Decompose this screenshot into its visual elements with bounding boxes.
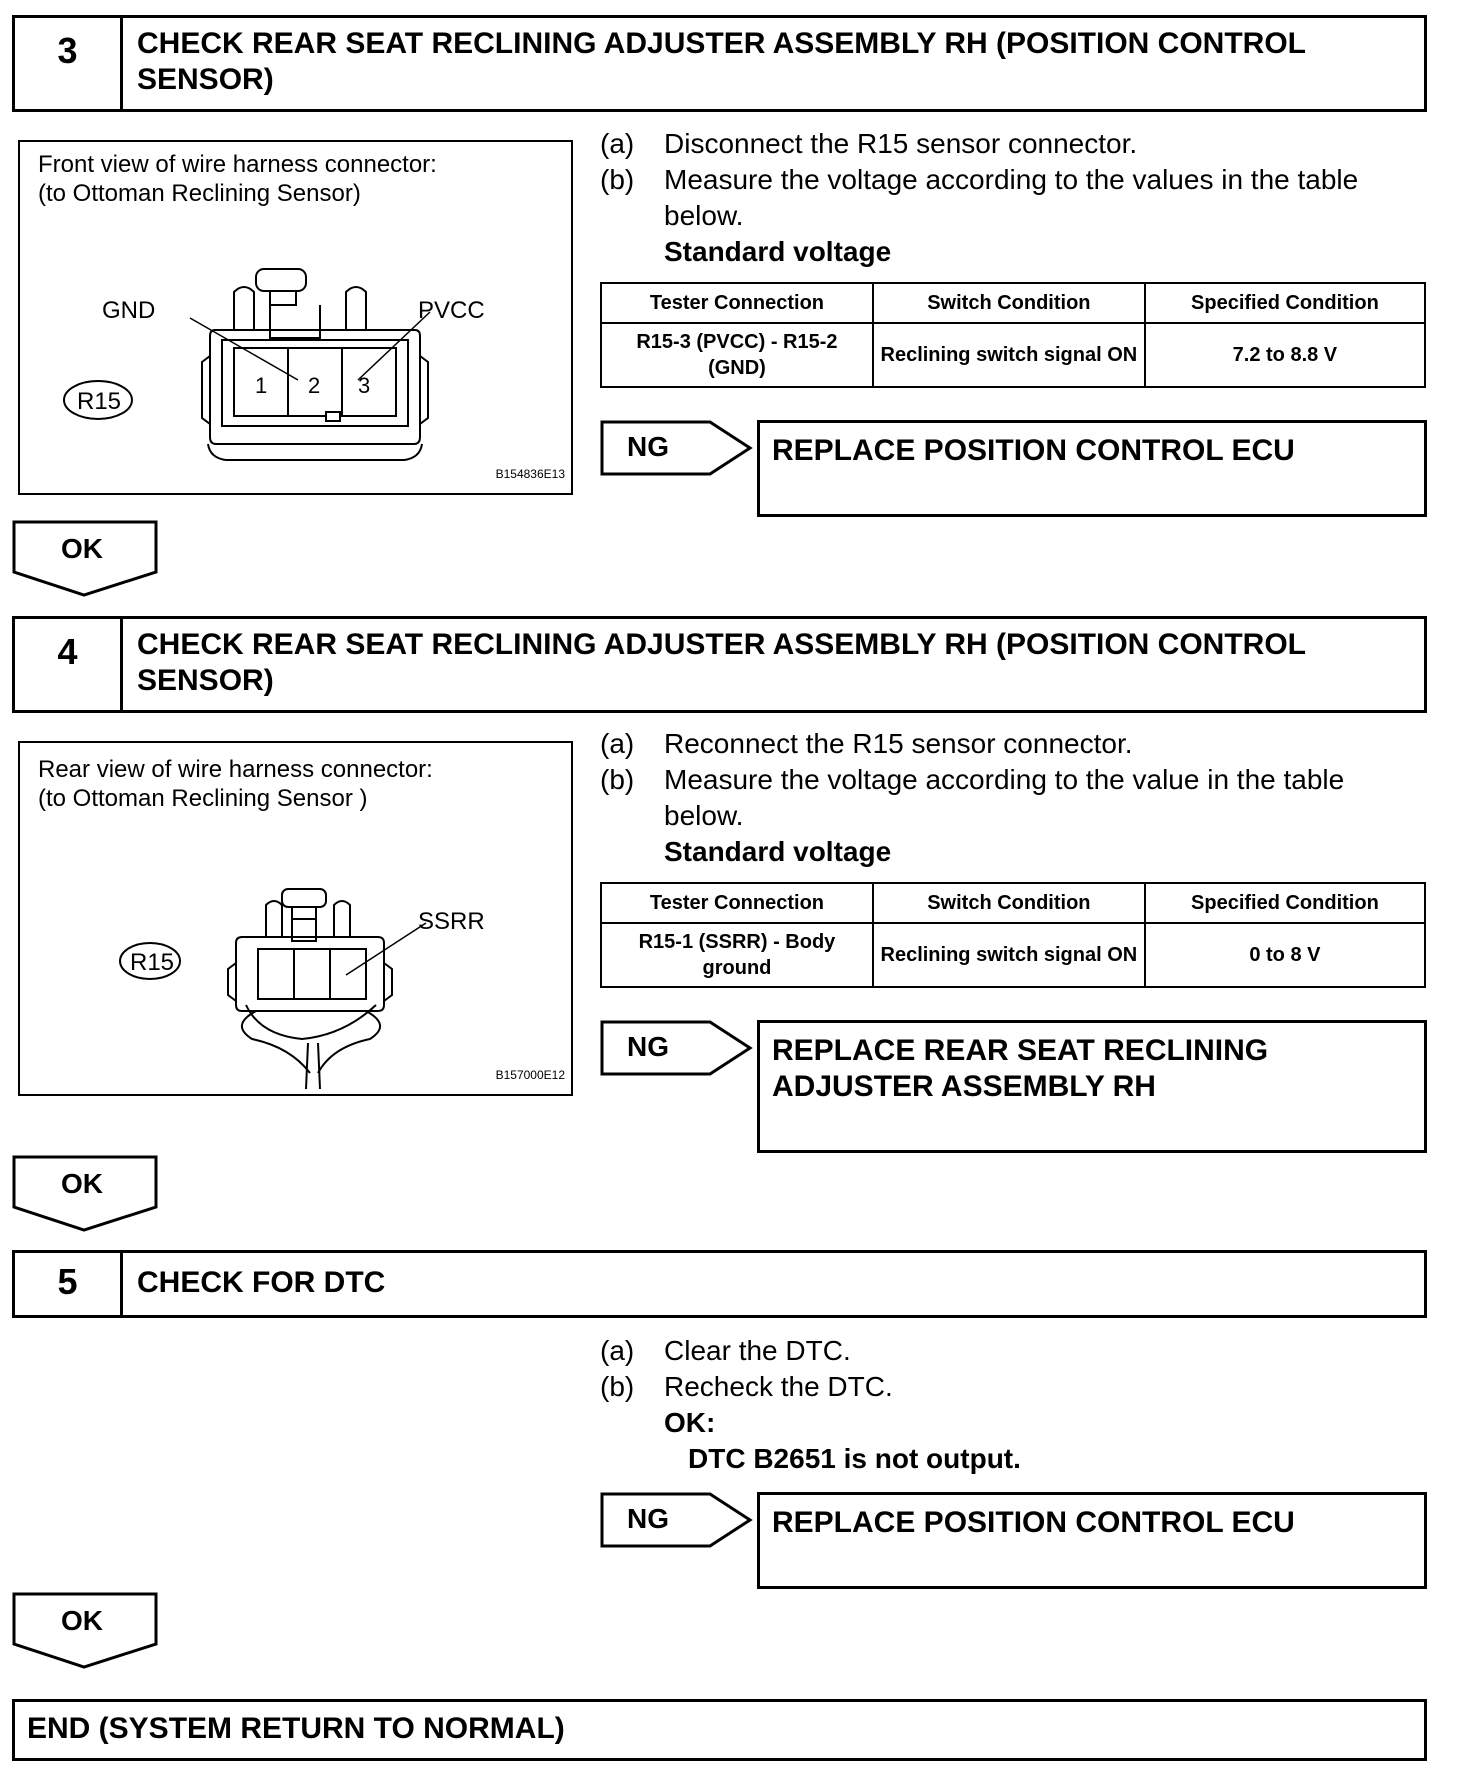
step5-ng-arrow xyxy=(600,1492,760,1552)
step5-instruction-b xyxy=(600,1369,1430,1477)
step4-connector-drawing xyxy=(20,743,571,1094)
step3-th-tester: Tester Connection xyxy=(601,283,873,323)
step3-connector-id: R15 xyxy=(77,388,122,415)
step4-ng-label: NG xyxy=(627,1031,669,1062)
step3-td-switch: Reclining switch signal ON xyxy=(873,323,1145,387)
table-row xyxy=(601,923,1425,987)
step3-label-pvcc: PVCC xyxy=(418,297,485,324)
step4-a-text: Reconnect the R15 sensor connector. xyxy=(664,728,1133,759)
step4-number: 4 xyxy=(15,619,123,710)
step4-instruction-b xyxy=(600,762,1430,870)
step3-pin1: 1 xyxy=(255,373,268,398)
step4-header xyxy=(12,616,1427,713)
step3-th-specified: Specified Condition xyxy=(1145,283,1425,323)
step5-number: 5 xyxy=(15,1253,123,1315)
step4-figure-code: B157000E12 xyxy=(495,1068,565,1082)
step5-b-label: (b) xyxy=(600,1371,635,1402)
step5-a-label: (a) xyxy=(600,1335,635,1366)
step3-b-text-line1: Measure the voltage according to the values in the table xyxy=(664,164,1359,195)
step3-standard-heading: Standard voltage xyxy=(664,236,892,267)
end-box: END (SYSTEM RETURN TO NORMAL) xyxy=(12,1699,1427,1761)
step3-pin3: 3 xyxy=(358,373,371,398)
step4-b-text-line1: Measure the voltage according to the value in the table xyxy=(664,764,1345,795)
step4-connector-id: R15 xyxy=(130,949,175,976)
step4-td-switch: Reclining switch signal ON xyxy=(873,923,1145,987)
step3-ok-label: OK xyxy=(61,533,103,564)
step4-title: CHECK REAR SEAT RECLINING ADJUSTER ASSEMBLY RH (POSITION CONTROL SENSOR) xyxy=(137,628,1306,697)
step3-caption-line2: (to Ottoman Reclining Sensor) xyxy=(38,180,361,207)
step3-connector-drawing xyxy=(20,142,571,493)
step3-header xyxy=(12,15,1427,112)
step3-a-text: Disconnect the R15 sensor connector. xyxy=(664,128,1138,159)
step5-b-text: Recheck the DTC. xyxy=(664,1371,893,1402)
step3-a-label: (a) xyxy=(600,128,635,159)
step4-th-tester: Tester Connection xyxy=(601,883,873,923)
step4-ng-arrow xyxy=(600,1020,760,1080)
step3-instruction-b xyxy=(600,162,1430,270)
step5-ok-result: DTC B2651 is not output. xyxy=(688,1443,1021,1474)
step4-spec-table xyxy=(600,882,1426,988)
step3-figure-code: B154836E13 xyxy=(495,467,565,481)
step5-title: CHECK FOR DTC xyxy=(137,1266,386,1299)
step3-ng-arrow xyxy=(600,420,760,480)
step3-td-specified: 7.2 to 8.8 V xyxy=(1145,323,1425,387)
step4-td-tester: R15-1 (SSRR) - Body ground xyxy=(601,923,873,987)
step5-a-text: Clear the DTC. xyxy=(664,1335,851,1366)
step3-figure xyxy=(18,140,573,495)
step3-th-switch: Switch Condition xyxy=(873,283,1145,323)
step4-caption-line2: (to Ottoman Reclining Sensor ) xyxy=(38,785,368,812)
step4-td-specified: 0 to 8 V xyxy=(1145,923,1425,987)
step3-label-gnd: GND xyxy=(102,297,156,324)
step5-ok-heading: OK: xyxy=(664,1407,716,1438)
step3-pin2: 2 xyxy=(308,373,321,398)
step3-ng-action: REPLACE POSITION CONTROL ECU xyxy=(757,420,1427,517)
step4-b-text-line2: below. xyxy=(664,800,744,831)
step4-b-label: (b) xyxy=(600,764,635,795)
step4-label-ssrr: SSRR xyxy=(418,908,485,935)
step3-b-text-line2: below. xyxy=(664,200,744,231)
step3-spec-table xyxy=(600,282,1426,388)
step4-instruction-a xyxy=(600,726,1430,762)
step4-ng-action: REPLACE REAR SEAT RECLINING ADJUSTER ASSEMBLY RH xyxy=(757,1020,1427,1153)
step3-ng-label: NG xyxy=(627,431,669,462)
step3-b-label: (b) xyxy=(600,164,635,195)
step4-figure xyxy=(18,741,573,1096)
step5-ng-action: REPLACE POSITION CONTROL ECU xyxy=(757,1492,1427,1589)
step4-standard-heading: Standard voltage xyxy=(664,836,892,867)
step3-title: CHECK REAR SEAT RECLINING ADJUSTER ASSEMBLY RH (POSITION CONTROL SENSOR) xyxy=(137,27,1306,96)
step3-instruction-a xyxy=(600,126,1430,162)
step4-ok-label: OK xyxy=(61,1168,103,1199)
step3-number: 3 xyxy=(15,18,123,109)
step4-a-label: (a) xyxy=(600,728,635,759)
step5-ng-label: NG xyxy=(627,1503,669,1534)
step5-header xyxy=(12,1250,1427,1318)
table-row xyxy=(601,323,1425,387)
step3-caption-line1: Front view of wire harness connector: xyxy=(38,151,437,178)
step3-td-tester: R15-3 (PVCC) - R15-2 (GND) xyxy=(601,323,873,387)
step5-instruction-a xyxy=(600,1333,1430,1369)
step4-caption-line1: Rear view of wire harness connector: xyxy=(38,756,433,783)
step4-th-switch: Switch Condition xyxy=(873,883,1145,923)
step4-th-specified: Specified Condition xyxy=(1145,883,1425,923)
step5-ok-label: OK xyxy=(61,1605,103,1636)
